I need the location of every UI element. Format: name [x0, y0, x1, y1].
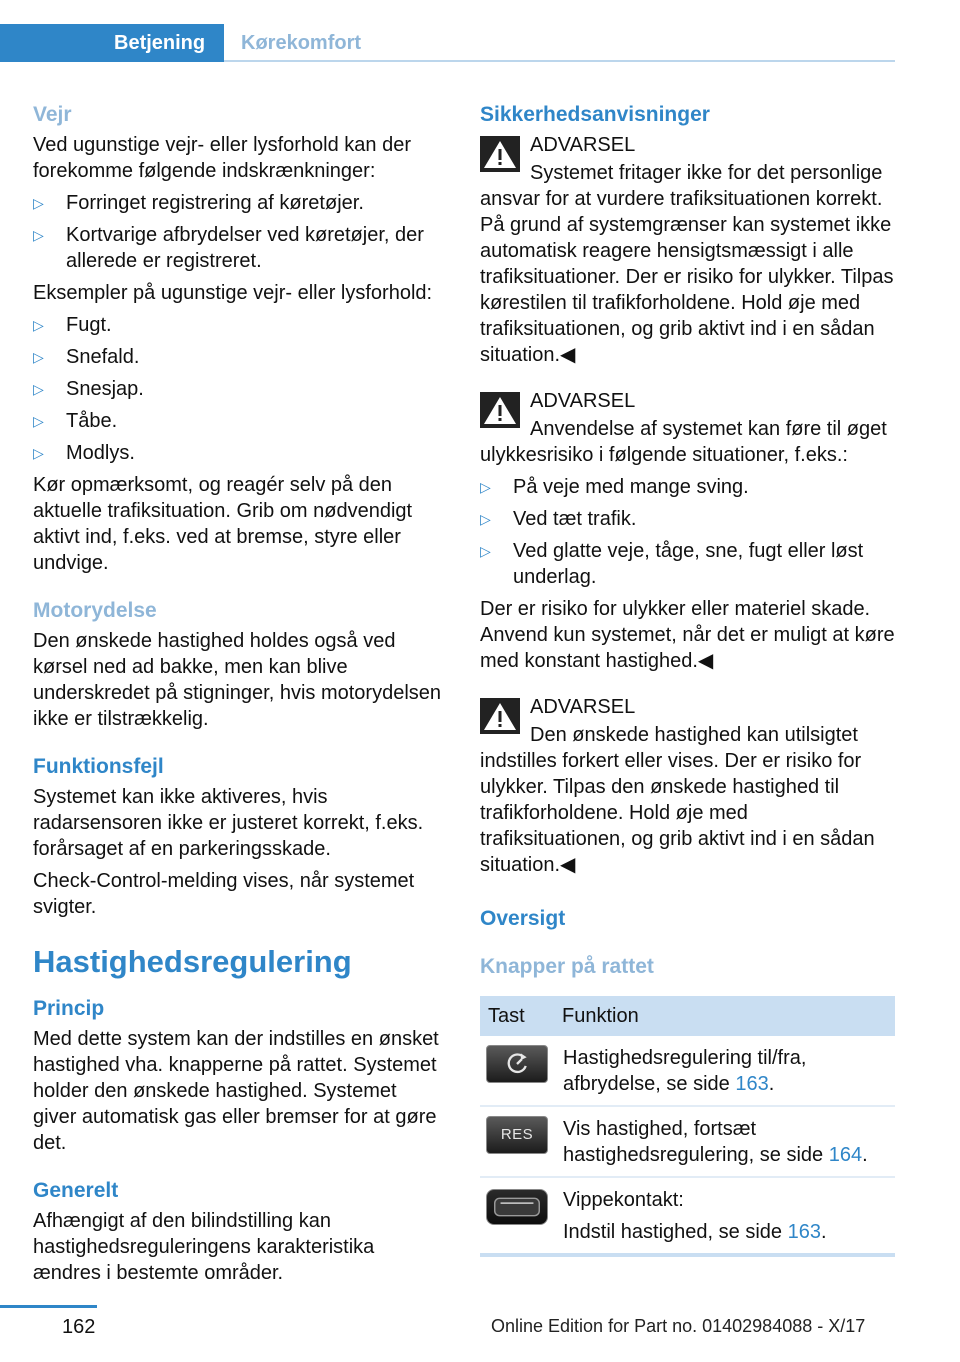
table-row — [480, 1177, 895, 1255]
triangle-bullet-icon: ▷ — [33, 413, 44, 429]
list-item — [33, 440, 443, 466]
vejr-outro: Kør opmærksomt, og reagér selv på den aktuelle trafiksituation. Grib om nødvendigt aktivt ind, f.eks. ved at bremse, styre eller undvige. — [33, 474, 413, 574]
column-header-funktion: Funktion — [556, 996, 895, 1036]
heading-sikkerhedsanvisninger: Sikkerhedsanvisninger — [480, 103, 710, 126]
warning-triangle-icon — [480, 392, 520, 428]
list-item-text: Forringet registrering af køretøjer. — [66, 192, 364, 214]
list-item — [33, 376, 443, 402]
list-item — [33, 222, 443, 274]
page-reference-link[interactable]: 164 — [828, 1144, 863, 1166]
list-item — [33, 312, 443, 338]
fejl-text-2: Check-Control-melding vises, når systemet svigter. — [33, 870, 415, 918]
tab-korekomfort-label: Kørekomfort — [241, 32, 362, 54]
triangle-bullet-icon: ▷ — [33, 317, 44, 333]
examples-intro: Eksempler på ugunstige vejr- eller lysforhold: — [33, 282, 433, 304]
cruise-control-onoff-icon — [486, 1045, 548, 1083]
triangle-bullet-icon: ▷ — [480, 479, 491, 495]
warning-2-outro-2: Anvend kun systemet, når det er muligt at køre med konstant hastighed.◀ — [480, 624, 895, 672]
tab-betjening-label: Betjening — [114, 32, 206, 54]
warning-text-3: Den ønskede hastighed kan utilsigtet indstilles forkert eller vises. Der er risiko for ulykker. Tilpas den ønskede hastighed til trafikforholdene. Hold øje med trafiksituationen, og grib aktivt ind i en sådan situation.◀ — [480, 724, 875, 876]
list-item — [480, 474, 895, 500]
warning-label: ADVARSEL — [530, 390, 636, 412]
table-row — [480, 1036, 895, 1106]
tab-korekomfort[interactable] — [224, 24, 361, 62]
warning-text-1: Systemet fritager ikke for det personlige ansvar for at vurdere trafiksituationen korrekt. På grund af systemgrænser kan systemet ikke automatisk reagere hensigtsmæssigt i alle trafiksituationer. Der er risiko for ulykker. Tilpas kørestilen til trafikforholdene. Hold øje med trafiksituationen, og grib aktivt ind i en sådan situation.◀ — [480, 162, 894, 366]
heading-funktionsfejl: Funktionsfejl — [33, 755, 164, 778]
princip-text: Med dette system kan der indstilles en ønsket hastighed vha. knapperne på rattet. Systemet holder den ønskede hastighed. Systemet giver automatisk gas eller bremser for at gøre det. — [33, 1028, 439, 1154]
list-item-text: Ved tæt trafik. — [513, 508, 637, 530]
list-item-text: Snesjap. — [66, 378, 144, 400]
list-item — [33, 190, 443, 216]
triangle-bullet-icon: ▷ — [33, 445, 44, 461]
warning-2-list — [480, 474, 895, 590]
warning-text-2: Anvendelse af systemet kan føre til øget ulykkesrisiko i følgende situationer, f.eks.: — [480, 418, 887, 466]
heading-knapper-paa-rattet: Knapper på rattet — [480, 955, 654, 978]
triangle-bullet-icon: ▷ — [33, 227, 44, 243]
row-description: Vippekontakt: Indstil hastighed, se side 163. — [556, 1177, 895, 1255]
footer-edition: Online Edition for Part no. 01402984088 - X/17 — [491, 1316, 866, 1336]
right-column — [480, 100, 895, 1257]
row-description: Hastighedsregulering til/fra, afbrydelse, se side 163. — [556, 1036, 895, 1106]
list-item-text: På veje med mange sving. — [513, 476, 749, 498]
warning-triangle-icon — [480, 698, 520, 734]
list-item-text: Snefald. — [66, 346, 140, 368]
table-row — [480, 1106, 895, 1177]
list-item — [480, 506, 895, 532]
table-header — [480, 996, 895, 1036]
heading-oversigt: Oversigt — [480, 907, 566, 930]
buttons-table — [480, 996, 895, 1257]
column-header-tast: Tast — [480, 996, 556, 1036]
triangle-bullet-icon: ▷ — [33, 195, 44, 211]
fejl-text-1: Systemet kan ikke aktiveres, hvis radarsensoren ikke er justeret korrekt, f.eks. forårsaget af en parkeringsskade. — [33, 786, 424, 860]
vejr-list — [33, 190, 443, 274]
vejr-intro: Ved ugunstige vejr- eller lysforhold kan der forekomme følgende indskrænkninger: — [33, 134, 411, 182]
warning-2-outro-1: Der er risiko for ulykker eller materiel skade. — [480, 598, 871, 620]
list-item — [33, 344, 443, 370]
tab-underline — [224, 60, 895, 62]
list-item — [480, 538, 895, 590]
warning-block-1 — [480, 132, 895, 158]
tab-betjening[interactable] — [0, 24, 224, 62]
list-item-text: Kortvarige afbrydelser ved køretøjer, der allerede er registreret. — [66, 224, 424, 272]
res-button-image: RES — [486, 1116, 548, 1154]
list-item-text: Tåbe. — [66, 410, 118, 432]
triangle-bullet-icon: ▷ — [33, 349, 44, 365]
chapter-tabs — [0, 0, 895, 62]
list-item-text: Fugt. — [66, 314, 112, 336]
heading-princip: Princip — [33, 997, 105, 1020]
left-column — [33, 100, 443, 1292]
rocker-switch-icon — [486, 1189, 548, 1225]
warning-block-2 — [480, 388, 895, 414]
warning-label: ADVARSEL — [530, 134, 636, 156]
motor-text: Den ønskede hastighed holdes også ved kørsel ned ad bakke, men kan blive underskredet på stigninger, hvis motorydelsen ikke er tilstrækkelig. — [33, 630, 442, 730]
heading-generelt: Generelt — [33, 1179, 119, 1202]
warning-label: ADVARSEL — [530, 696, 636, 718]
heading-hastighedsregulering: Hastighedsregulering — [33, 944, 352, 979]
page-number-bar — [0, 1305, 97, 1308]
list-item-text: Modlys. — [66, 442, 135, 464]
triangle-bullet-icon: ▷ — [480, 511, 491, 527]
triangle-bullet-icon: ▷ — [480, 543, 491, 559]
list-item-text: Ved glatte veje, tåge, sne, fugt eller løst underlag. — [513, 540, 864, 588]
page-reference-link[interactable]: 163 — [787, 1221, 821, 1243]
page-number: 162 — [62, 1316, 96, 1338]
heading-motorydelse: Motorydelse — [33, 599, 157, 622]
triangle-bullet-icon: ▷ — [33, 381, 44, 397]
row-description: Vis hastighed, fortsæt hastighedsregulering, se side 164. — [556, 1106, 895, 1177]
examples-list — [33, 312, 443, 466]
warning-triangle-icon — [480, 136, 520, 172]
generelt-text: Afhængigt af den bilindstilling kan hastighedsreguleringens karakteristika ændres i bestemte områder. — [33, 1210, 375, 1284]
list-item — [33, 408, 443, 434]
warning-block-3 — [480, 694, 895, 720]
page-reference-link[interactable]: 163 — [735, 1073, 769, 1095]
heading-vejr: Vejr — [33, 103, 72, 126]
